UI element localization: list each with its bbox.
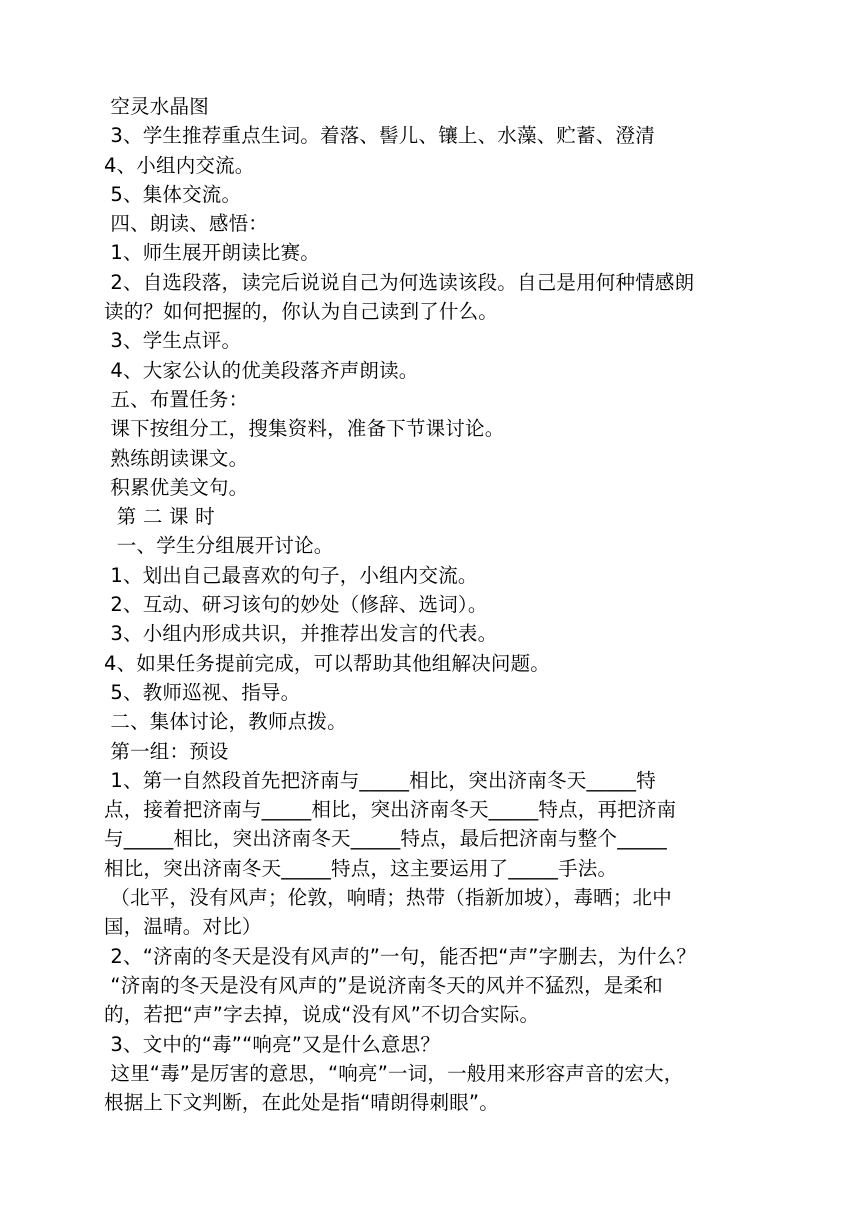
text-line: 2、自选段落，读完后说说自己为何选读该段。自己是用何种情感朗 — [104, 270, 695, 294]
text-line: 4、大家公认的优美段落齐声朗读。 — [104, 358, 419, 382]
text-line: 3、文中的“毒”“响亮”又是什么意思？ — [104, 1032, 441, 1056]
section-heading: 五、布置任务： — [104, 387, 249, 411]
text-line: 课下按组分工，搜集资料，准备下节课讨论。 — [104, 417, 505, 441]
text-line: 点，接着把济南与_____相比，突出济南冬天_____特点，再把济南 — [104, 798, 677, 822]
text-line: 1、划出自己最喜欢的句子，小组内交流。 — [104, 563, 478, 587]
document-body — [104, 92, 764, 1117]
text-line: 5、集体交流。 — [104, 182, 242, 206]
lesson-heading: 第 二 课 时 — [104, 505, 215, 529]
text-line: 1、师生展开朗读比赛。 — [104, 241, 321, 265]
text-line: 5、教师巡视、指导。 — [104, 680, 301, 704]
text-line: 相比，突出济南冬天_____特点，这主要运用了_____手法。 — [104, 856, 618, 880]
text-line: 这里“毒”是厉害的意思，“响亮”一词，一般用来形容声音的宏大， — [104, 1061, 684, 1085]
text-line: （北平，没有风声；伦敦，响晴；热带（指新加坡），毒晒；北中 — [104, 886, 672, 910]
text-line: 空灵水晶图 — [104, 95, 209, 118]
text-line: 积累优美文句。 — [104, 475, 249, 499]
text-line: 3、学生点评。 — [104, 329, 242, 353]
text-line: 熟练朗读课文。 — [104, 446, 249, 470]
section-heading: 四、朗读、感悟： — [104, 212, 268, 236]
text-line: 1、第一自然段首先把济南与_____相比，突出济南冬天_____特 — [104, 768, 656, 792]
text-line: 3、学生推荐重点生词。着落、髻儿、镶上、水藻、贮蓄、澄清 — [104, 124, 655, 148]
text-line: 读的？如何把握的，你认为自己读到了什么。 — [104, 300, 499, 324]
text-line: “济南的冬天是没有风声的”是说济南冬天的风并不猛烈，是柔和 — [104, 973, 663, 997]
text-line: 2、“济南的冬天是没有风声的”一句，能否把“声”字删去，为什么？ — [104, 944, 697, 968]
text-line: 根据上下文判断，在此处是指“晴朗得刺眼”。 — [104, 1091, 499, 1115]
text-line: 与_____相比，突出济南冬天_____特点，最后把济南与整个_____ — [104, 827, 667, 851]
text-line: 第一组：预设 — [104, 739, 229, 763]
text-line: 2、互动、研习该句的妙处（修辞、选词）。 — [104, 593, 488, 617]
text-line: 的，若把“声”字去掉，说成“没有风”不切合实际。 — [104, 1003, 540, 1027]
section-heading: 二、集体讨论，教师点拨。 — [104, 710, 347, 734]
text-line: 4、如果任务提前完成，可以帮助其他组解决问题。 — [104, 651, 551, 675]
section-heading: 一、学生分组展开讨论。 — [104, 534, 334, 558]
text-line: 3、小组内形成共识，并推荐出发言的代表。 — [104, 622, 498, 646]
text-line: 国，温晴。对比） — [104, 915, 262, 939]
text-line: 4、小组内交流。 — [104, 153, 255, 177]
